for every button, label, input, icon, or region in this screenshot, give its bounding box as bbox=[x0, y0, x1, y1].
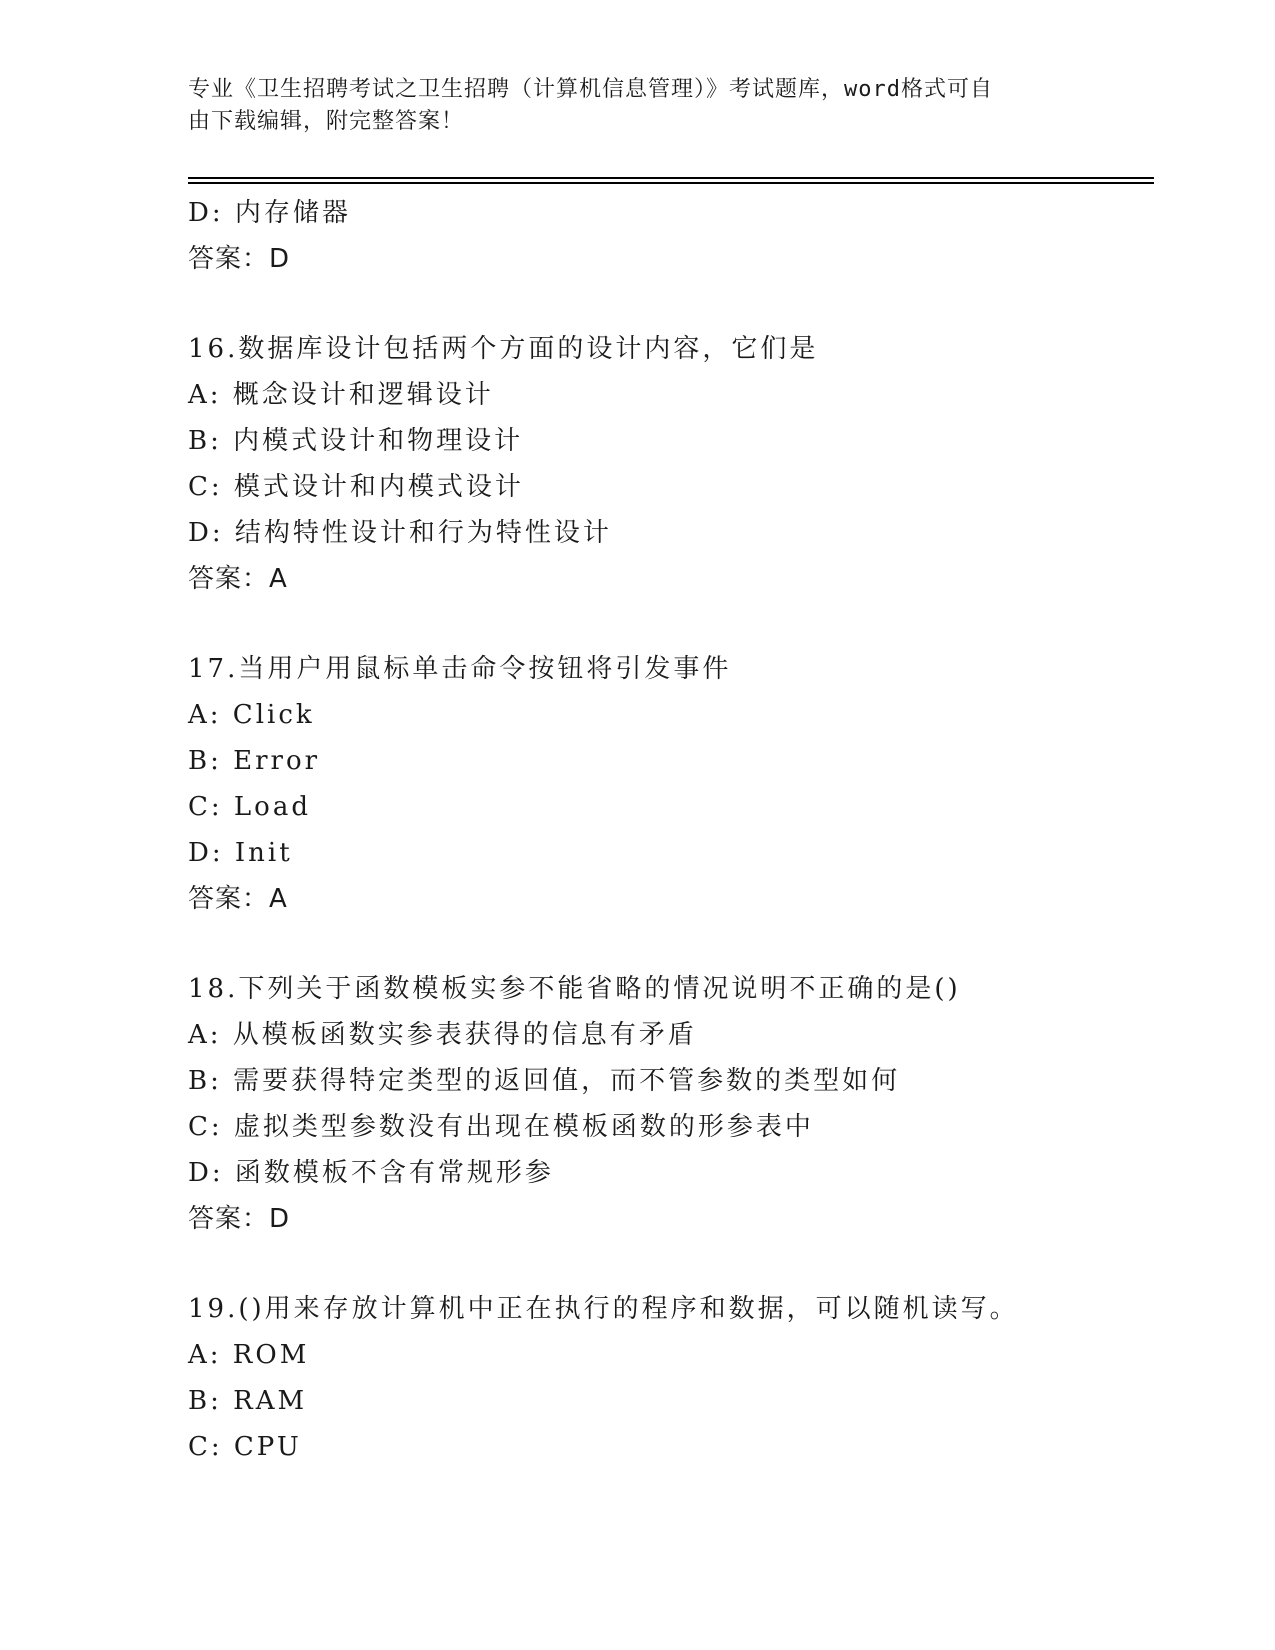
question-18 bbox=[188, 966, 1154, 1242]
option-d: D: Init bbox=[188, 838, 293, 868]
header-divider-bottom bbox=[188, 182, 1154, 184]
option-a: A: Click bbox=[188, 700, 315, 730]
spacer bbox=[188, 282, 1154, 326]
question-stem: 16.数据库设计包括两个方面的设计内容，它们是 bbox=[188, 334, 819, 364]
question-stem: 19.()用来存放计算机中正在执行的程序和数据，可以随机读写。 bbox=[188, 1294, 1019, 1324]
option-d: D: 内存储器 bbox=[188, 198, 351, 228]
question-list bbox=[188, 190, 1154, 1470]
question-17 bbox=[188, 646, 1154, 922]
option-c: C: Load bbox=[188, 792, 311, 822]
question-19 bbox=[188, 1286, 1154, 1470]
header-line-2: 由下载编辑，附完整答案！ bbox=[188, 109, 465, 134]
spacer bbox=[188, 922, 1154, 966]
option-a: A: 从模板函数实参表获得的信息有矛盾 bbox=[188, 1020, 697, 1050]
spacer bbox=[188, 1242, 1154, 1286]
answer-line: 答案：D bbox=[188, 244, 291, 274]
option-b: B: 需要获得特定类型的返回值，而不管参数的类型如何 bbox=[188, 1066, 901, 1096]
header-divider-top bbox=[188, 177, 1154, 179]
answer-line: 答案：A bbox=[188, 884, 288, 914]
document-header bbox=[188, 74, 1068, 138]
spacer bbox=[188, 602, 1154, 646]
question-stem: 17.当用户用鼠标单击命令按钮将引发事件 bbox=[188, 654, 732, 684]
option-a: A: ROM bbox=[188, 1340, 310, 1370]
option-d: D: 结构特性设计和行为特性设计 bbox=[188, 518, 612, 548]
option-a: A: 概念设计和逻辑设计 bbox=[188, 380, 494, 410]
option-d: D: 函数模板不含有常规形参 bbox=[188, 1158, 554, 1188]
answer-line: 答案：D bbox=[188, 1204, 291, 1234]
option-c: C: 虚拟类型参数没有出现在模板函数的形参表中 bbox=[188, 1112, 814, 1142]
option-b: B: RAM bbox=[188, 1386, 308, 1416]
option-b: B: Error bbox=[188, 746, 321, 776]
option-c: C: CPU bbox=[188, 1432, 302, 1462]
question-stem: 18.下列关于函数模板实参不能省略的情况说明不正确的是() bbox=[188, 974, 961, 1004]
option-b: B: 内模式设计和物理设计 bbox=[188, 426, 524, 456]
question-16 bbox=[188, 326, 1154, 602]
header-line-1: 专业《卫生招聘考试之卫生招聘（计算机信息管理）》考试题库，word格式可自 bbox=[188, 77, 993, 102]
option-c: C: 模式设计和内模式设计 bbox=[188, 472, 524, 502]
answer-line: 答案：A bbox=[188, 564, 288, 594]
question-15-tail bbox=[188, 190, 1154, 282]
